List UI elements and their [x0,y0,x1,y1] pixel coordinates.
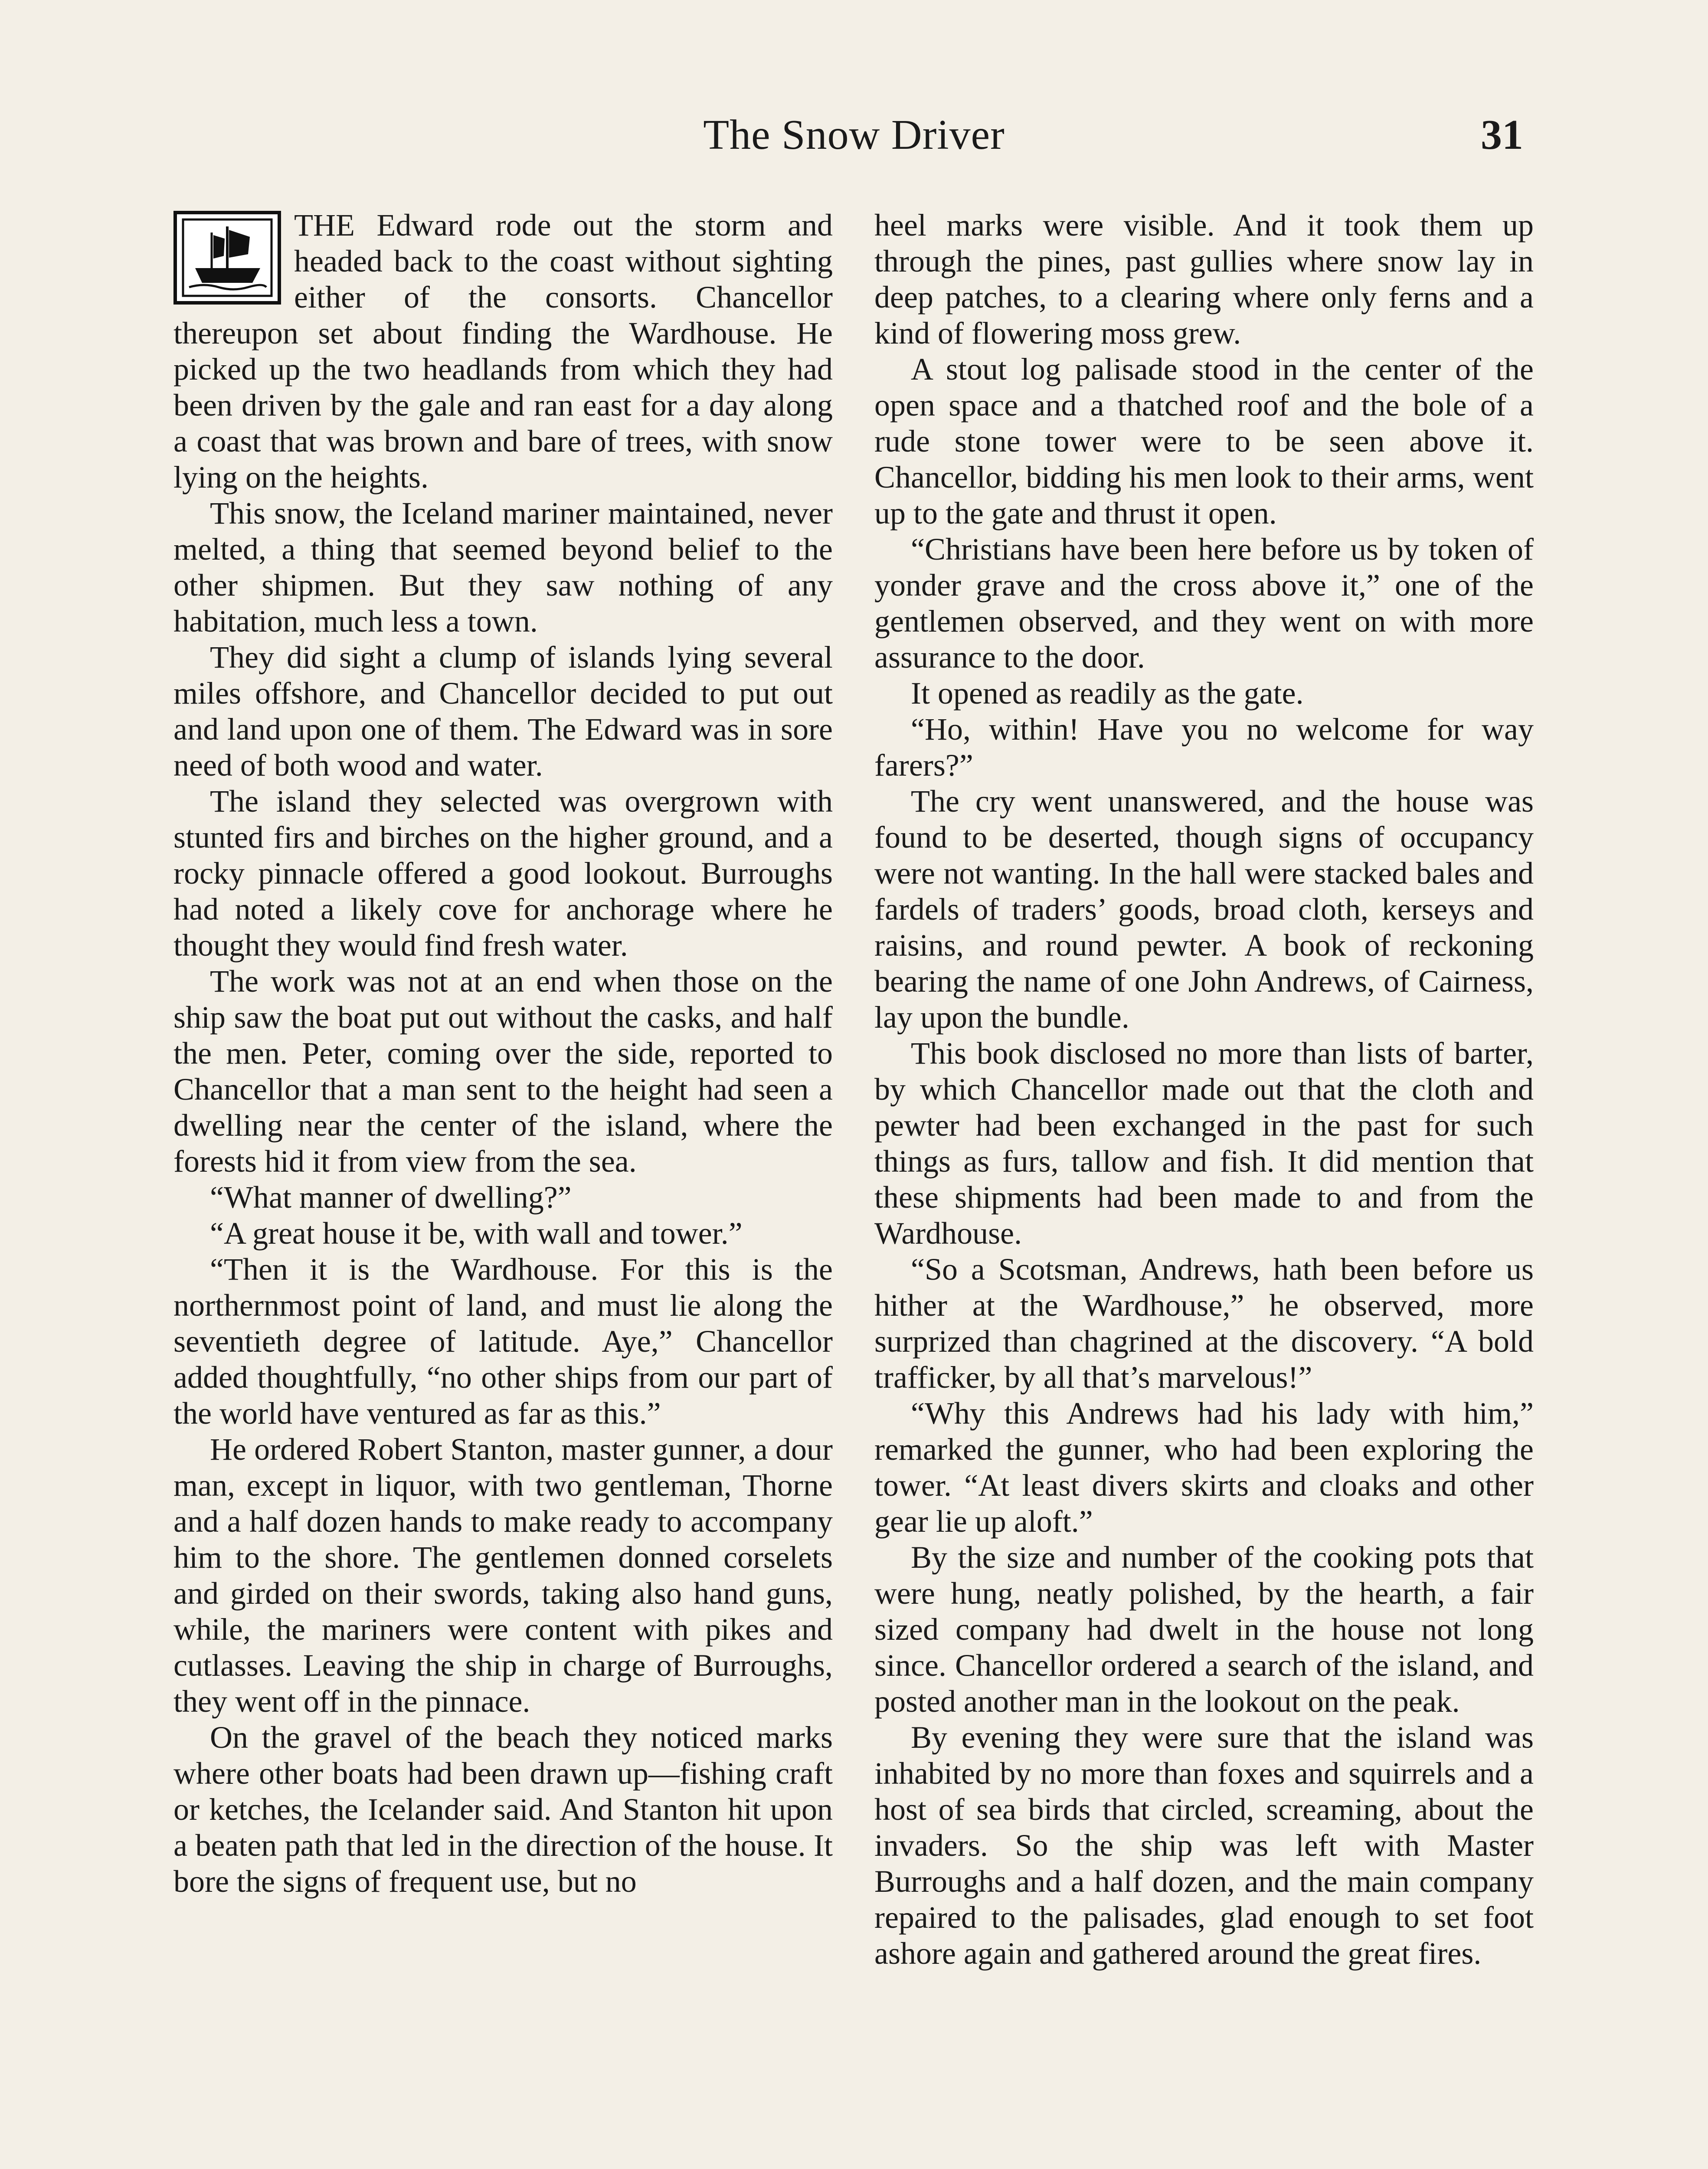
paragraph: “What manner of dwelling?” [210,1180,572,1215]
paragraph: This snow, the Iceland mariner maintained, never melted, a thing that seemed beyond belief to the other shipmen. But they saw nothing of any habitation, much less a town. [173,496,833,639]
paragraph: The island they selected was overgrown with stunted firs and birches on the higher ground, and a rocky pinnacle offered a good lookout. Burroughs had noted a likely cove for anchorage where he thought they would find fresh water. [173,784,833,963]
paragraph: The work was not at an end when those on the ship saw the boat put out without the casks, and half the men. Peter, coming over the side, reported to Chancellor that a man sent to the height had seen a dwelling near the center of the island, where the forests hid it from view from the sea. [173,964,833,1179]
paragraph: heel marks were visible. And it took them up through the pines, past gullies where snow lay in deep patches, to a clearing where only ferns and a kind of flowering moss grew. [874,208,1534,351]
paragraph: “Ho, within! Have you no welcome for way farers?” [874,712,1534,783]
paragraph: This book disclosed no more than lists of barter, by which Chancellor made out that the cloth and pewter had been exchanged in the past for such things as furs, tallow and fish. It did mention that these shipments had been made to and from the Wardhouse. [874,1036,1534,1251]
paragraph: “Then it is the Wardhouse. For this is the northernmost point of land, and must lie along the seventieth degree of latitude. Aye,” Chancellor added thoughtfully, “no other ships from our part of the world have ventured as far as this.” [173,1252,833,1431]
paragraph: It opened as readily as the gate. [911,676,1304,711]
paragraph: By the size and number of the cooking pots that were hung, neatly polished, by the hearth, a fair sized company had dwelt in the house not long since. Chancellor ordered a search of the island, and posted another man in the lookout on the peak. [874,1540,1534,1719]
paragraph: On the gravel of the beach they noticed marks where other boats had been drawn up—fishing craft or ketches, the Icelander said. And Stanton hit upon a beaten path that led in the direction of the house. It bore the signs of frequent use, but no [173,1720,833,1899]
paragraph: “So a Scotsman, Andrews, hath been before us hither at the Wardhouse,” he observed, more surprized than chagrined at the discovery. “A bold trafficker, by all that’s marvelous!” [874,1252,1534,1395]
running-title: The Snow Driver [703,111,1005,158]
paragraph: They did sight a clump of islands lying several miles offshore, and Chancellor decided to put out and land upon one of them. The Edward was in sore need of both wood and water. [173,640,833,783]
paragraph: By evening they were sure that the island was inhabited by no more than foxes and squirrels and a host of sea birds that circled, screaming, about the invaders. So the ship was left with Master Burroughs and a half dozen, and the main company repaired to the palisades, glad enough to set foot ashore again and gathered around the great fires. [874,1720,1534,1971]
left-column [173,207,833,1900]
page-number: 31 [1481,111,1523,158]
paragraph: THE Edward rode out the storm and headed back to the coast without sighting either of the consorts. Chancellor thereupon set about finding the Wardhouse. He picked up the two headlands from which they had been driven by the gale and ran east for a day along a coast that was brown and bare of trees, with snow lying on the heights. [173,208,833,495]
paragraph: The cry went unanswered, and the house was found to be deserted, though signs of occupancy were not wanting. In the hall were stacked bales and fardels of traders’ goods, broad cloth, kerseys and raisins, and round pewter. A book of reckoning bearing the name of one John Andrews, of Cairness, lay upon the bundle. [874,784,1534,1035]
paragraph: A stout log palisade stood in the center of the open space and a thatched roof and the bole of a rude stone tower were to be seen above it. Chancellor, bidding his men look to their arms, went up to the gate and thrust it open. [874,352,1534,531]
paragraph: “Christians have been here before us by token of yonder grave and the cross above it,” one of the gentlemen observed, and they went on with more assurance to the door. [874,532,1534,675]
paragraph: He ordered Robert Stanton, master gunner, a dour man, except in liquor, with two gentleman, Thorne and a half dozen hands to make ready to accompany him to the shore. The gentlemen donned corselets and girded on their swords, taking also hand guns, while, the mariners were content with pikes and cutlasses. Leaving the ship in charge of Burroughs, they went off in the pinnace. [173,1432,833,1719]
paragraph: “A great house it be, with wall and tower.” [210,1216,743,1251]
page-header [0,111,1708,163]
paragraph: “Why this Andrews had his lady with him,” remarked the gunner, who had been exploring the tower. “At least divers skirts and cloaks and other gear lie up aloft.” [874,1396,1534,1539]
ship-illustration-icon [173,211,281,305]
right-column [874,207,1534,1972]
